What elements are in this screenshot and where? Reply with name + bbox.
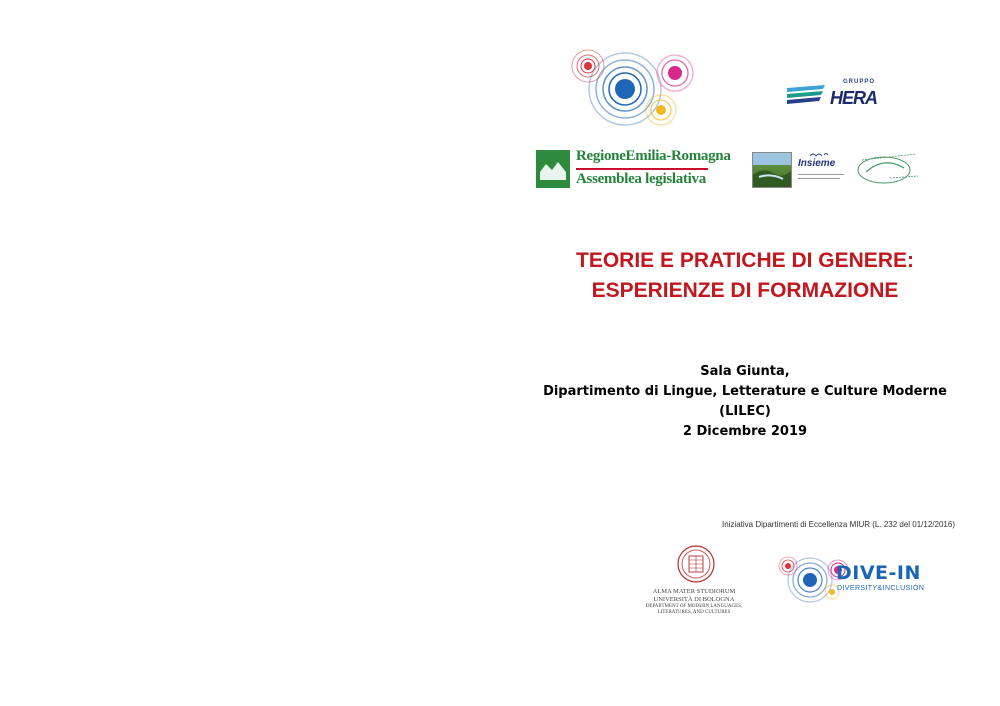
regione-emilia-romagna-logo <box>536 148 731 192</box>
rer-divider <box>576 168 708 170</box>
hera-logo <box>785 80 877 108</box>
title-line-2: ESPERIENZE DI FORMAZIONE <box>591 279 899 302</box>
event-date: 2 Dicembre 2019 <box>682 424 808 439</box>
unibo-logo <box>640 544 748 616</box>
rer-assembly: Assemblea legislativa <box>576 171 706 187</box>
venue-acronym: (LILEC) <box>719 404 771 419</box>
venue-room: Sala Giunta, <box>700 364 790 379</box>
event-title <box>560 246 930 306</box>
unibo-seal-icon <box>676 544 716 584</box>
concentric-circles-icon <box>568 46 694 132</box>
hera-name: HERA <box>829 88 877 108</box>
partner-logos <box>752 150 924 188</box>
insieme-name: Insieme <box>798 158 836 169</box>
landscape-logo-icon <box>752 152 792 188</box>
dive-in-subtitle: DIVERSITY&INCLUSION <box>837 585 925 592</box>
insieme-logo <box>796 150 848 186</box>
dive-in-name: DIVE-IN <box>836 562 921 584</box>
unibo-motto: ALMA MATER STUDIORUM <box>652 588 736 595</box>
rer-name: RegioneEmilia-Romagna <box>576 148 731 164</box>
unibo-department-1: DEPARTMENT OF MODERN LANGUAGES, <box>645 604 743 609</box>
hera-group-label: GRUPPO <box>842 79 875 85</box>
event-details <box>540 362 950 442</box>
circles-logo <box>568 46 694 132</box>
insieme-tagline-1 <box>798 174 844 175</box>
green-circle-emblem-icon <box>854 150 922 186</box>
rer-emblem-icon <box>536 150 570 188</box>
title-line-1: TEORIE E PRATICHE DI GENERE: <box>576 249 914 272</box>
unibo-department-2: LITERATURES, AND CULTURES <box>657 610 731 615</box>
initiative-note: Iniziativa Dipartimenti di Eccellenza MIUR (L. 232 del 01/12/2016) <box>721 520 955 529</box>
unibo-name: UNIVERSITÀ DI BOLOGNA <box>653 596 735 603</box>
hera-waves-icon <box>785 82 829 108</box>
dive-in-logo <box>776 554 956 604</box>
venue-department: Dipartimento di Lingue, Letterature e Culture Moderne <box>543 384 947 399</box>
insieme-tagline-2 <box>798 178 840 179</box>
coordinamento-logo <box>854 150 922 186</box>
